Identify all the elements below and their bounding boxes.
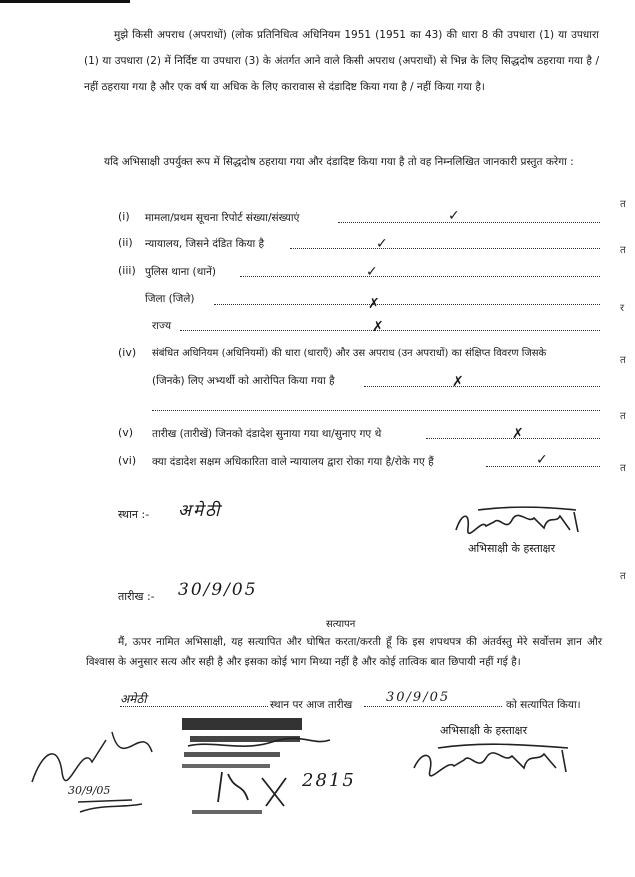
margin-mark: र [620,303,625,314]
item-iii-state-tick: ✗ [372,319,384,335]
item-iii-district-label: जिला (जिले) [145,293,195,305]
item-i-tick: ✓ [448,208,460,224]
notary-handwritten-number: 2815 [302,770,356,791]
verification-text: मैं, ऊपर नामित अभिसाक्षी, यह सत्यापित और घोषित करता/करती हूँ कि इस शपथपत्र की अंतर्वस्तु मेरे सर्वोत्तम ज्ञान और विश्वास के अनुसार सत्य और सही है और इसका कोई भाग मिथ्या नहीं है और कोई तात्विक बात छिपायी नहीं गई है। [86,636,602,668]
date-handwritten: 30/9/05 [178,580,258,600]
item-ii-tick: ✓ [376,236,388,252]
item-v-label: तारीख (तारीखें) जिनको दंडादेश सुनाया गया था/सुनाए गए थे [152,428,382,440]
verification-line-text-2: को सत्यापित किया। [506,699,581,711]
intro-paragraph-2: यदि अभिसाक्षी उपर्युक्त रूप में सिद्धदोष ठहराया गया और दंडादिष्ट किया गया है तो वह निम्नलिखित जानकारी प्रस्तुत करेगा : [104,156,574,168]
item-iv-dotline-1 [364,386,600,387]
margin-mark: त [620,571,626,582]
item-iii-police-dotline [240,276,600,277]
deponent-signature [448,502,598,542]
item-vi-number: (vi) [118,454,137,467]
notary-stamp-area [22,712,382,822]
item-i-label: मामला/प्रथम सूचना रिपोर्ट संख्या/संख्याएं [145,212,300,224]
item-ii-dotline [290,248,600,249]
item-iii-number: (iii) [118,264,136,277]
item-i-dotline [338,222,600,223]
deponent-signature-label: अभिसाक्षी के हस्ताक्षर [468,542,556,555]
item-ii-number: (ii) [118,236,133,249]
margin-mark: त [620,245,626,256]
place-handwritten: अमेठी [178,501,222,521]
item-iii-district-dotline [214,304,600,305]
verification-signature [408,738,588,782]
intro-paragraph-1: मुझे किसी अपराध (अपराधों) (लोक प्रतिनिधित्व अधिनियम 1951 (1951 का 43) की धारा 8 की उपधारा (1) या उपधारा (1) या उपधारा (2) में निर्दिष्ट या उपधारा (3) के अंतर्गत आने वाले किसी अपराध (अपराधों) से भिन्न के लिए सिद्धदोष ठहराया गया है / नहीं ठहराया गया है और एक वर्ष या अधिक के लिए कारावास से दंडादिष्ट किया गया है / नहीं किया गया है। [84,29,599,93]
verification-date-dotline [364,706,502,707]
notary-handwritten-date: 30/9/05 [68,784,111,797]
item-iii-police-label: पुलिस थाना (थानें) [145,266,217,278]
verification-place-dotline [120,706,268,707]
item-iii-district-tick: ✗ [368,296,380,312]
verification-signature-label: अभिसाक्षी के हस्ताक्षर [440,724,528,737]
margin-mark: त [620,411,626,422]
item-vi-tick: ✓ [536,452,548,468]
item-vi-label: क्या दंडादेश सक्षम अधिकारिता वाले न्यायालय द्वारा रोका गया है/रोके गए हैं [152,456,434,468]
verification-heading: सत्यापन [326,619,356,630]
scan-edge-line [0,0,130,3]
margin-mark: त [620,463,626,474]
verification-date-handwritten: 30/9/05 [386,690,451,705]
item-iii-state-dotline [180,330,600,331]
verification-place-handwritten: अमेठी [120,692,147,706]
item-ii-label: न्यायालय, जिसने दंडित किया है [145,238,265,250]
date-label: तारीख :- [118,590,155,603]
item-v-tick: ✗ [512,426,524,442]
item-iv-dotline-2 [152,410,600,411]
item-i-number: (i) [118,210,130,223]
item-iv-label-line1: संबंधित अधिनियम (अधिनियमों) की धारा (धाराएँ) और उस अपराध (उन अपराधों) का संक्षिप्त विवरण जिसके [152,348,547,359]
item-v-number: (v) [118,426,134,439]
margin-mark: त [620,199,626,210]
margin-mark: त [620,355,626,366]
place-label: स्थान :- [118,508,150,521]
item-iv-number: (iv) [118,346,137,359]
item-iv-label-line2: (जिनके) लिए अभ्यर्थी को आरोपित किया गया है [152,375,335,387]
item-iii-state-label: राज्य [152,320,172,332]
verification-line-text-1: स्थान पर आज तारीख [270,699,353,711]
item-iv-tick: ✗ [452,374,464,390]
item-iii-police-tick: ✓ [366,264,378,280]
